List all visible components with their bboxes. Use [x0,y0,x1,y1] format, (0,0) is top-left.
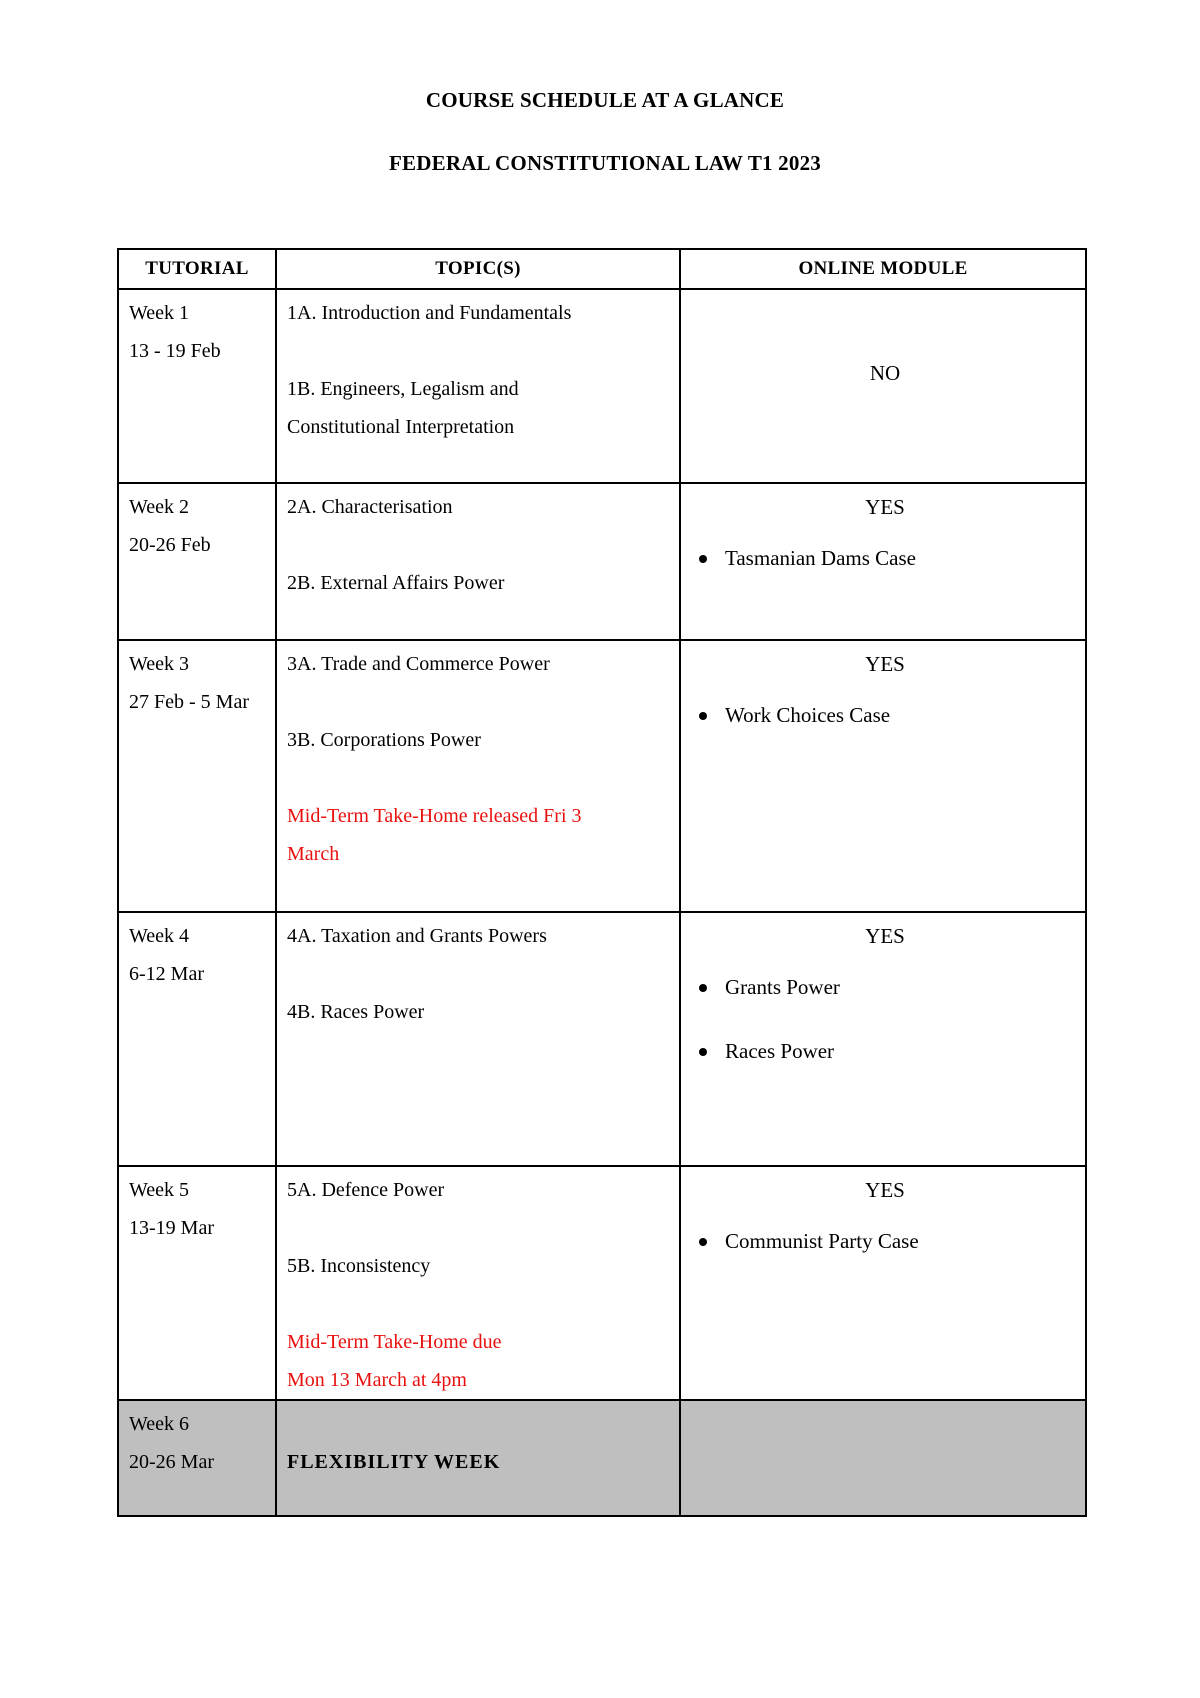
topic-a: 3A. Trade and Commerce Power [287,653,550,675]
tutorial-cell [118,640,276,912]
topic-b: 3B. Corporations Power [287,729,481,751]
week-dates: 20-26 Feb [129,534,211,556]
topic-a: 5A. Defence Power [287,1179,445,1201]
week-dates: 13 - 19 Feb [129,340,221,362]
table-row [118,483,1086,640]
week-dates: 27 Feb - 5 Mar [129,691,249,713]
module-status: YES [865,1178,905,1202]
case-label: Work Choices Case [725,703,891,727]
module-status: YES [865,652,905,676]
week-label: Week 5 [129,1179,190,1201]
schedule-table [117,248,1087,1517]
bullet-icon [699,1048,707,1056]
module-cell [680,912,1086,1166]
case-label: Tasmanian Dams Case [725,546,916,570]
case-item [695,1038,1075,1064]
case-list [695,974,1075,1064]
table-row [118,289,1086,483]
topic-b-continued: Constitutional Interpretation [287,416,515,438]
module-status: YES [865,495,905,519]
tutorial-cell [118,1166,276,1400]
case-item [695,974,1075,1000]
topic-b: 4B. Races Power [287,1001,425,1023]
column-header-topics: TOPIC(S) [276,249,680,289]
week-label: Week 1 [129,302,190,324]
tutorial-cell [118,1400,276,1516]
table-row [118,912,1086,1166]
module-status: YES [865,924,905,948]
bullet-icon [699,984,707,992]
bullet-icon [699,1238,707,1246]
topic-cell [276,289,680,483]
week-label: Week 2 [129,496,190,518]
tutorial-cell [118,912,276,1166]
case-item [695,545,1075,571]
page-title: COURSE SCHEDULE AT A GLANCE [425,88,785,112]
week-label: Week 6 [129,1413,190,1435]
page-subtitle: FEDERAL CONSTITUTIONAL LAW T1 2023 [389,151,821,175]
week-label: Week 3 [129,653,190,675]
deadline-note-continued: Mon 13 March at 4pm [287,1369,467,1391]
topic-cell [276,912,680,1166]
week-dates: 6-12 Mar [129,963,204,985]
case-list [695,702,1075,728]
topic-cell [276,1166,680,1400]
table-row [118,1166,1086,1400]
topic-cell [276,640,680,912]
topic-a: 2A. Characterisation [287,496,453,518]
case-item [695,1228,1075,1254]
case-label: Grants Power [725,975,840,999]
deadline-note: Mid-Term Take-Home released Fri 3 [287,805,582,827]
topic-a: 4A. Taxation and Grants Powers [287,925,547,947]
topic-a: 1A. Introduction and Fundamentals [287,302,572,324]
module-cell-empty [680,1400,1086,1516]
topic-b: 5B. Inconsistency [287,1255,431,1277]
tutorial-cell [118,289,276,483]
case-list [695,1228,1075,1254]
deadline-note-continued: March [287,843,340,865]
case-label: Races Power [725,1039,835,1063]
topic-cell [276,1400,680,1516]
week-dates: 20-26 Mar [129,1451,214,1473]
topic-cell [276,483,680,640]
module-cell [680,289,1086,483]
column-header-online-module: ONLINE MODULE [680,249,1086,289]
module-cell [680,1166,1086,1400]
flexibility-week-label: FLEXIBILITY WEEK [287,1451,501,1473]
module-cell [680,483,1086,640]
topic-b: 1B. Engineers, Legalism and [287,378,519,400]
table-row-flexibility [118,1400,1086,1516]
deadline-note: Mid-Term Take-Home due [287,1331,502,1353]
week-label: Week 4 [129,925,190,947]
bullet-icon [699,712,707,720]
header-row [118,249,1086,289]
column-header-tutorial: TUTORIAL [118,249,276,289]
table-row [118,640,1086,912]
case-list [695,545,1075,571]
bullet-icon [699,555,707,563]
week-dates: 13-19 Mar [129,1217,214,1239]
tutorial-cell [118,483,276,640]
case-item [695,702,1075,728]
topic-b: 2B. External Affairs Power [287,572,505,594]
module-cell [680,640,1086,912]
module-status: NO [869,361,901,385]
case-label: Communist Party Case [725,1229,919,1253]
